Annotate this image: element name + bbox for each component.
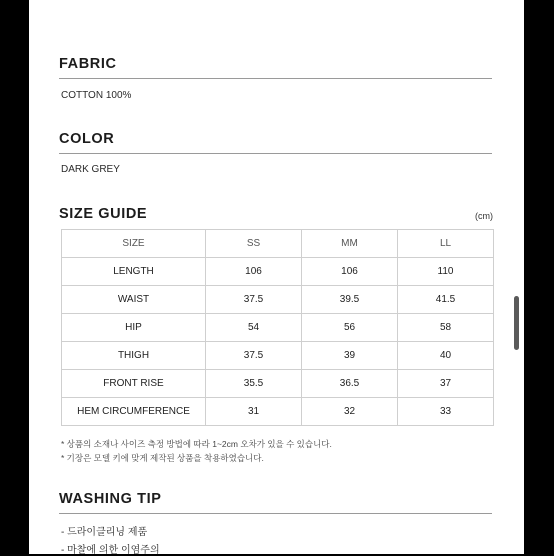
- measure-value: 54: [206, 314, 302, 342]
- measure-label: HIP: [62, 314, 206, 342]
- measure-label: LENGTH: [62, 258, 206, 286]
- measure-value: 37: [398, 370, 494, 398]
- fabric-divider: [59, 78, 492, 79]
- fabric-title: FABRIC: [59, 56, 117, 72]
- size-table-header-row: [62, 230, 494, 258]
- size-note: * 기장은 모델 키에 맞게 제작된 상품을 착용하였습니다.: [61, 453, 264, 463]
- size-header-cell: LL: [398, 230, 494, 258]
- washing-item: - 마찰에 의한 이염주의: [61, 545, 160, 556]
- measure-value: 39: [302, 342, 398, 370]
- measure-label: THIGH: [62, 342, 206, 370]
- washing-tip-divider: [59, 513, 492, 514]
- table-row: [62, 342, 494, 370]
- fabric-value: COTTON 100%: [61, 90, 132, 101]
- size-unit-label: (cm): [475, 211, 493, 221]
- scrollbar-thumb[interactable]: [514, 296, 519, 350]
- measure-value: 56: [302, 314, 398, 342]
- table-row: [62, 314, 494, 342]
- measure-value: 37.5: [206, 286, 302, 314]
- size-guide-title: SIZE GUIDE: [59, 206, 148, 222]
- size-note: * 상품의 소재나 사이즈 측정 방법에 따라 1~2cm 오차가 있을 수 있습니다.: [61, 439, 332, 449]
- size-header-cell: SS: [206, 230, 302, 258]
- measure-value: 33: [398, 398, 494, 426]
- color-value: DARK GREY: [61, 164, 120, 175]
- table-row: [62, 370, 494, 398]
- washing-tip-title: WASHING TIP: [59, 491, 162, 507]
- size-table: [61, 229, 494, 426]
- washing-item: - 드라이클리닝 제품: [61, 527, 148, 538]
- measure-label: WAIST: [62, 286, 206, 314]
- table-row: [62, 258, 494, 286]
- product-detail-page: [29, 0, 524, 554]
- measure-value: 32: [302, 398, 398, 426]
- measure-label: FRONT RISE: [62, 370, 206, 398]
- measure-value: 106: [206, 258, 302, 286]
- measure-value: 31: [206, 398, 302, 426]
- measure-value: 58: [398, 314, 494, 342]
- color-divider: [59, 153, 492, 154]
- measure-value: 106: [302, 258, 398, 286]
- measure-value: 36.5: [302, 370, 398, 398]
- measure-value: 39.5: [302, 286, 398, 314]
- measure-value: 41.5: [398, 286, 494, 314]
- size-header-cell: SIZE: [62, 230, 206, 258]
- table-row: [62, 398, 494, 426]
- measure-value: 37.5: [206, 342, 302, 370]
- table-row: [62, 286, 494, 314]
- measure-label: HEM CIRCUMFERENCE: [62, 398, 206, 426]
- measure-value: 110: [398, 258, 494, 286]
- color-title: COLOR: [59, 131, 115, 147]
- measure-value: 35.5: [206, 370, 302, 398]
- measure-value: 40: [398, 342, 494, 370]
- size-header-cell: MM: [302, 230, 398, 258]
